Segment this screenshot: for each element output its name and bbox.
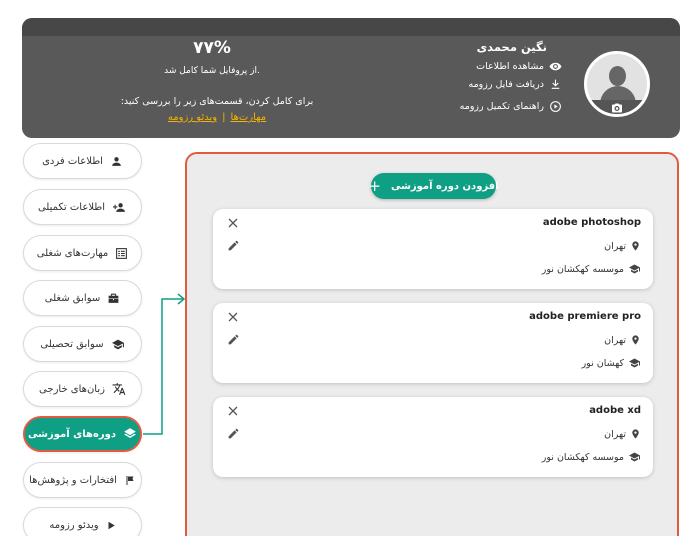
user-name: نگین محمدی	[476, 40, 547, 54]
course-title: adobe xd	[589, 405, 641, 416]
graduation-cap-icon	[628, 263, 641, 275]
course-institute	[542, 263, 641, 275]
course-title: adobe premiere pro	[529, 311, 641, 322]
download-resume-label: دریافت فایل رزومه	[468, 79, 544, 90]
resume-guide-label: راهنمای تکمیل رزومه	[459, 101, 544, 112]
sidebar-item-label: ویدئو رزومه	[49, 519, 99, 531]
plus-icon: +	[368, 177, 381, 195]
course-title: adobe photoshop	[542, 217, 641, 228]
review-link-video[interactable]: ویدئو رزومه	[167, 112, 218, 123]
graduation-cap-icon	[628, 357, 641, 369]
course-city-label: تهران	[604, 240, 626, 252]
course-card	[213, 397, 653, 477]
course-institute-label: موسسه کهکشان نور	[541, 451, 624, 463]
location-pin-icon	[630, 428, 641, 440]
sidebar-item-label: دوره‌های آموزشی	[28, 428, 116, 440]
completion-percent: ۷۷%	[193, 38, 231, 58]
review-link-separator: |	[222, 112, 226, 123]
edit-pencil-icon[interactable]	[227, 333, 240, 346]
course-institute-label: موسسه کهکشان نور	[541, 263, 624, 275]
course-institute	[582, 357, 641, 369]
sidebar-item-label: سوابق شغلی	[44, 292, 101, 304]
location-pin-icon	[630, 240, 641, 252]
add-course-label: افزودن دوره آموزشی	[390, 180, 499, 192]
review-note: برای کامل کردن، قسمت‌های زیر را بررسی کنید:	[120, 96, 314, 107]
sidebar-item-label: افتخارات و پژوهش‌ها	[29, 474, 117, 486]
course-city-label: تهران	[604, 334, 626, 346]
course-city	[604, 240, 641, 252]
edit-pencil-icon[interactable]	[227, 239, 240, 252]
course-institute-label: کهشان نور	[581, 357, 624, 369]
sidebar-item-label: زبان‌های خارجی	[39, 383, 105, 395]
add-course-button[interactable]	[368, 173, 499, 199]
edit-pencil-icon[interactable]	[227, 427, 240, 440]
sidebar-item-label: مهارت‌های شغلی	[36, 247, 109, 259]
completion-note: از پروفایل شما کامل شد.	[164, 66, 260, 76]
location-pin-icon	[630, 334, 641, 346]
close-icon[interactable]	[227, 311, 239, 323]
course-card	[213, 303, 653, 383]
sidebar-item-label: اطلاعات فردی	[42, 155, 103, 167]
course-city	[604, 334, 641, 346]
course-card	[213, 209, 653, 289]
close-icon[interactable]	[227, 405, 239, 417]
close-icon[interactable]	[227, 217, 239, 229]
review-link-skills[interactable]: مهارت‌ها	[230, 112, 267, 123]
course-city	[604, 428, 641, 440]
graduation-cap-icon	[628, 451, 641, 463]
view-info-label: مشاهده اطلاعات	[476, 61, 544, 72]
course-city-label: تهران	[604, 428, 626, 440]
sidebar-item-label: سوابق تحصیلی	[40, 338, 104, 350]
sidebar-item-label: اطلاعات تکمیلی	[37, 201, 106, 213]
course-institute	[542, 451, 641, 463]
